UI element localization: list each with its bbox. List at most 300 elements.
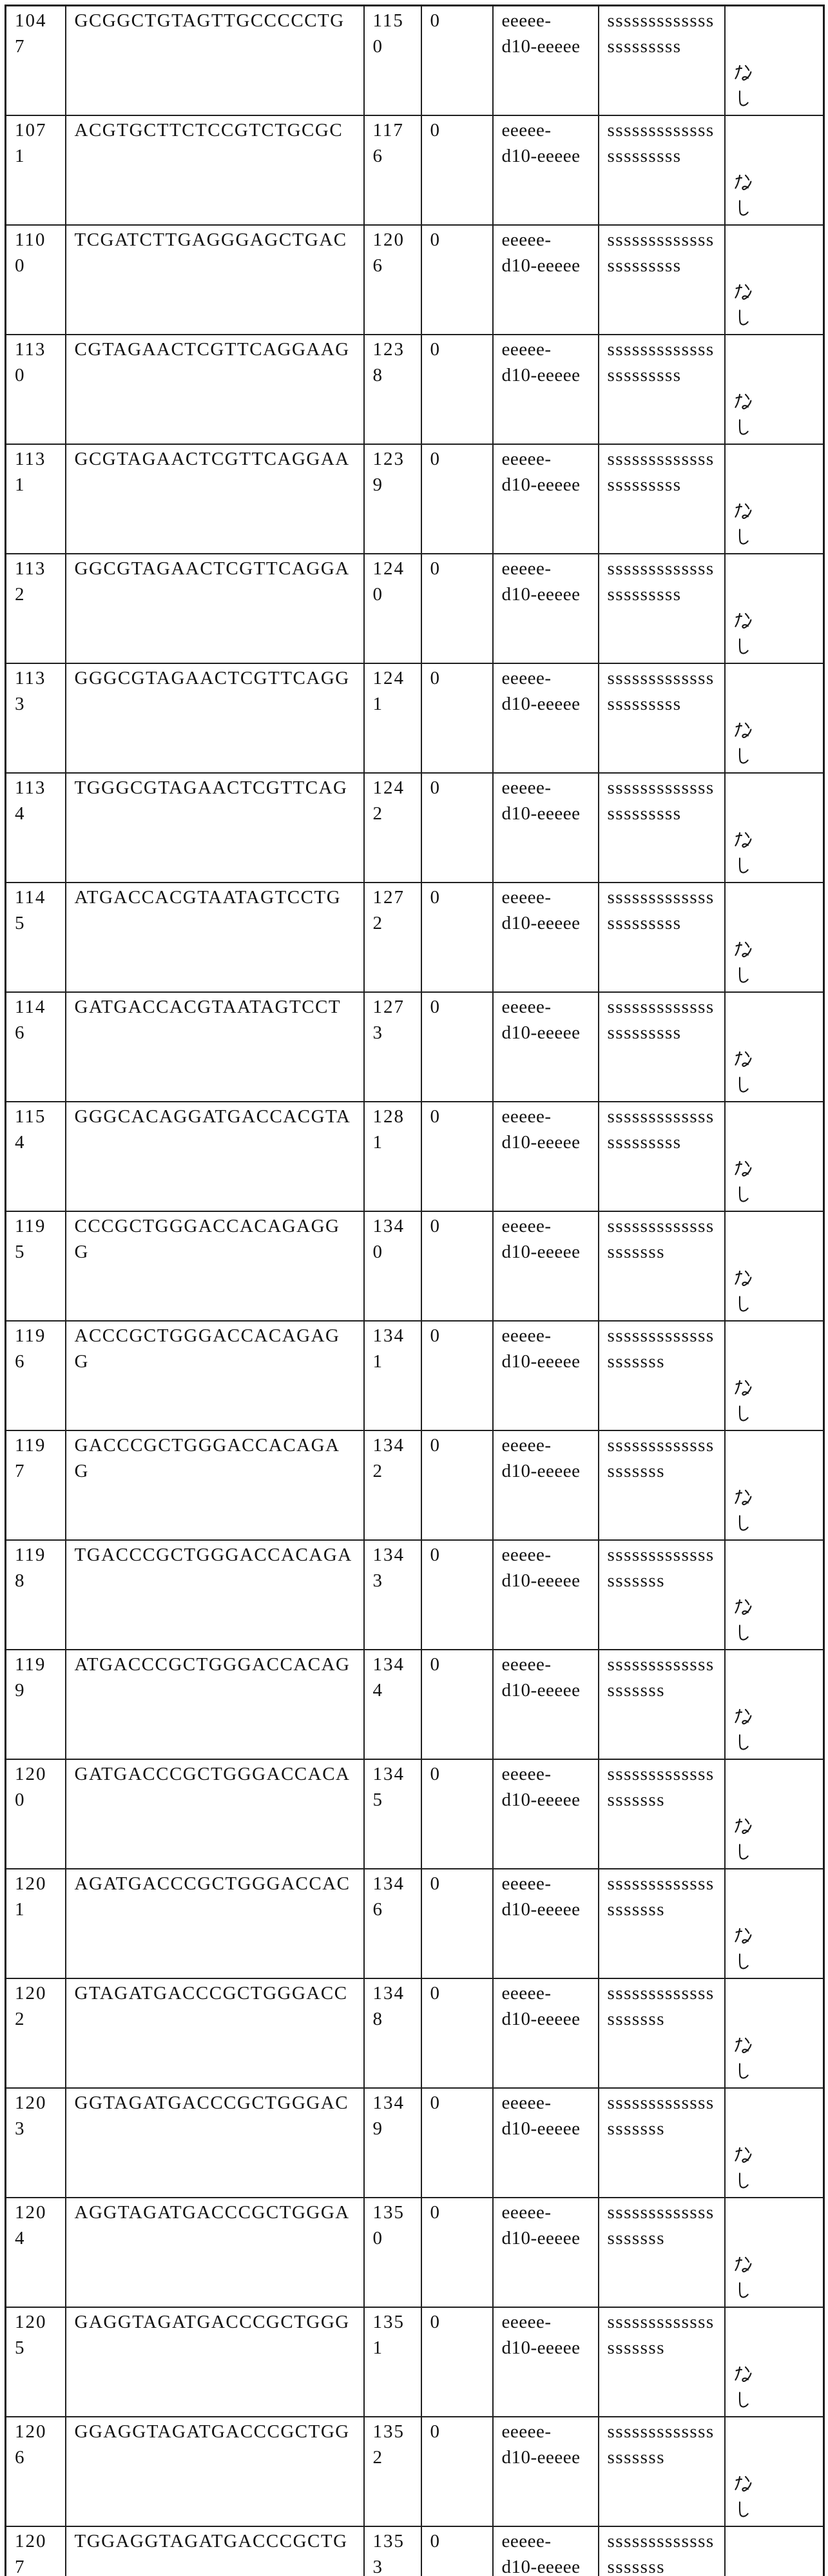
ref-number-value: 134 1 bbox=[372, 1325, 405, 1372]
cell-ref-number bbox=[364, 2417, 421, 2526]
chemistry-pattern-value: eeeee- d10-eeeee bbox=[501, 2312, 581, 2358]
linkage-string-value: sssssssssssss sssssssss bbox=[607, 777, 715, 824]
chemistry-pattern-value: eeeee- d10-eeeee bbox=[501, 997, 581, 1043]
sequence-value: GGGCACAGGATGACCACGTA bbox=[74, 1106, 351, 1127]
table-row bbox=[6, 1759, 824, 1869]
table-row bbox=[6, 1650, 824, 1759]
hiragana-shi-glyph bbox=[734, 746, 753, 767]
seq-id-value: 104 7 bbox=[15, 10, 47, 57]
table-row bbox=[6, 335, 824, 444]
sequence-value: CCCGCTGGGACCACAGAGG G bbox=[74, 1216, 340, 1262]
hiragana-na-glyph bbox=[734, 502, 753, 522]
cell-linkage-string bbox=[599, 1540, 725, 1650]
ref-number-value: 134 5 bbox=[372, 1764, 405, 1810]
cell-zero-value bbox=[421, 554, 493, 663]
seq-id-value: 119 8 bbox=[15, 1545, 46, 1591]
zero-value: 0 bbox=[430, 1983, 440, 2004]
cell-seq-id bbox=[6, 2417, 66, 2526]
hiragana-shi-glyph bbox=[734, 1952, 753, 1973]
hiragana-shi-glyph bbox=[734, 89, 753, 110]
cell-linkage-string bbox=[599, 1102, 725, 1211]
cell-linkage-string bbox=[599, 1211, 725, 1321]
hiragana-na-glyph bbox=[734, 392, 753, 413]
hiragana-shi-glyph bbox=[734, 1514, 753, 1534]
chemistry-pattern-value: eeeee- d10-eeeee bbox=[501, 10, 581, 57]
cell-zero-value bbox=[421, 2526, 493, 2576]
ref-number-value: 134 6 bbox=[372, 1873, 405, 1920]
hiragana-shi-glyph bbox=[734, 1623, 753, 1644]
zero-value: 0 bbox=[430, 997, 440, 1017]
seq-id-value: 120 4 bbox=[15, 2202, 47, 2249]
cell-linkage-string bbox=[599, 1978, 725, 2088]
sequence-value: GATGACCACGTAATAGTCCT bbox=[74, 997, 342, 1017]
cell-ref-number bbox=[364, 6, 421, 116]
cell-seq-id bbox=[6, 2088, 66, 2198]
sequence-value: GCGTAGAACTCGTTCAGGAA bbox=[74, 449, 350, 469]
chemistry-pattern-value: eeeee- d10-eeeee bbox=[501, 2531, 581, 2576]
cell-note bbox=[725, 773, 824, 883]
cell-seq-id bbox=[6, 1759, 66, 1869]
table-row bbox=[6, 2417, 824, 2526]
zero-value: 0 bbox=[430, 1654, 440, 1675]
cell-sequence bbox=[66, 1321, 364, 1430]
hiragana-na-glyph bbox=[734, 173, 753, 193]
hiragana-shi-glyph bbox=[734, 2500, 753, 2521]
chemistry-pattern-value: eeeee- d10-eeeee bbox=[501, 777, 581, 824]
cell-ref-number bbox=[364, 663, 421, 773]
cell-sequence bbox=[66, 225, 364, 335]
cell-linkage-string bbox=[599, 225, 725, 335]
seq-id-value: 115 4 bbox=[15, 1106, 46, 1153]
ref-number-value: 115 0 bbox=[372, 10, 404, 57]
cell-seq-id bbox=[6, 992, 66, 1102]
cell-linkage-string bbox=[599, 2307, 725, 2417]
linkage-string-value: sssssssssssss sssssss bbox=[607, 1545, 715, 1591]
cell-linkage-string bbox=[599, 1869, 725, 1978]
zero-value: 0 bbox=[430, 120, 440, 141]
ref-number-value: 135 1 bbox=[372, 2312, 405, 2358]
sequence-value: TGACCCGCTGGGACCACAGA bbox=[74, 1545, 352, 1565]
cell-ref-number bbox=[364, 2198, 421, 2307]
hiragana-na-glyph bbox=[734, 1378, 753, 1399]
ref-number-value: 120 6 bbox=[372, 229, 405, 276]
hiragana-shi-glyph bbox=[734, 418, 753, 438]
zero-value: 0 bbox=[430, 1106, 440, 1127]
linkage-string-value: sssssssssssss sssssss bbox=[607, 2421, 715, 2468]
linkage-string-value: sssssssssssss sssssss bbox=[607, 1764, 715, 1810]
cell-note bbox=[725, 2417, 824, 2526]
linkage-string-value: sssssssssssss sssssss bbox=[607, 2093, 715, 2139]
cell-sequence bbox=[66, 1650, 364, 1759]
hiragana-na-glyph bbox=[734, 2145, 753, 2166]
table-row bbox=[6, 2088, 824, 2198]
cell-seq-id bbox=[6, 2526, 66, 2576]
cell-linkage-string bbox=[599, 883, 725, 992]
cell-linkage-string bbox=[599, 663, 725, 773]
cell-note bbox=[725, 2198, 824, 2307]
hiragana-na-glyph bbox=[734, 282, 753, 303]
ref-number-value: 135 3 bbox=[372, 2531, 405, 2576]
seq-id-value: 113 0 bbox=[15, 339, 46, 385]
cell-zero-value bbox=[421, 2088, 493, 2198]
cell-seq-id bbox=[6, 663, 66, 773]
seq-id-value: 120 6 bbox=[15, 2421, 47, 2468]
cell-zero-value bbox=[421, 773, 493, 883]
cell-sequence bbox=[66, 1978, 364, 2088]
cell-seq-id bbox=[6, 2307, 66, 2417]
ref-number-value: 124 0 bbox=[372, 558, 405, 605]
linkage-string-value: sssssssssssss sssssssss bbox=[607, 558, 715, 605]
cell-sequence bbox=[66, 1540, 364, 1650]
cell-seq-id bbox=[6, 225, 66, 335]
table-row bbox=[6, 115, 824, 225]
cell-zero-value bbox=[421, 663, 493, 773]
sequence-value: ACCCGCTGGGACCACAGAG G bbox=[74, 1325, 340, 1372]
seq-id-value: 120 3 bbox=[15, 2093, 47, 2139]
cell-zero-value bbox=[421, 444, 493, 554]
cell-sequence bbox=[66, 115, 364, 225]
cell-chemistry-pattern bbox=[493, 1102, 599, 1211]
sequence-value: GAGGTAGATGACCCGCTGGG bbox=[74, 2312, 350, 2332]
sequence-value: CGTAGAACTCGTTCAGGAAG bbox=[74, 339, 350, 360]
linkage-string-value: sssssssssssss sssssss bbox=[607, 1216, 715, 1262]
ref-number-value: 134 9 bbox=[372, 2093, 405, 2139]
cell-linkage-string bbox=[599, 115, 725, 225]
cell-sequence bbox=[66, 2526, 364, 2576]
zero-value: 0 bbox=[430, 229, 440, 250]
ref-number-value: 135 0 bbox=[372, 2202, 405, 2249]
cell-zero-value bbox=[421, 1321, 493, 1430]
seq-id-value: 113 1 bbox=[15, 449, 46, 495]
table-row bbox=[6, 225, 824, 335]
hiragana-na-glyph bbox=[734, 611, 753, 632]
cell-ref-number bbox=[364, 992, 421, 1102]
cell-zero-value bbox=[421, 115, 493, 225]
cell-ref-number bbox=[364, 883, 421, 992]
chemistry-pattern-value: eeeee- d10-eeeee bbox=[501, 1435, 581, 1481]
linkage-string-value: sssssssssssss sssssss bbox=[607, 1654, 715, 1701]
table-row bbox=[6, 444, 824, 554]
table-row bbox=[6, 6, 824, 116]
cell-chemistry-pattern bbox=[493, 1321, 599, 1430]
chemistry-pattern-value: eeeee- d10-eeeee bbox=[501, 120, 581, 166]
zero-value: 0 bbox=[430, 2421, 440, 2442]
cell-chemistry-pattern bbox=[493, 444, 599, 554]
seq-id-value: 120 0 bbox=[15, 1764, 47, 1810]
cell-linkage-string bbox=[599, 2417, 725, 2526]
cell-chemistry-pattern bbox=[493, 2526, 599, 2576]
cell-linkage-string bbox=[599, 335, 725, 444]
zero-value: 0 bbox=[430, 2531, 440, 2552]
chemistry-pattern-value: eeeee- d10-eeeee bbox=[501, 1106, 581, 1153]
seq-id-value: 120 1 bbox=[15, 1873, 47, 1920]
seq-id-value: 110 0 bbox=[15, 229, 46, 276]
cell-note bbox=[725, 1650, 824, 1759]
cell-sequence bbox=[66, 6, 364, 116]
sequence-value: GGCGTAGAACTCGTTCAGGA bbox=[74, 558, 350, 579]
cell-seq-id bbox=[6, 1869, 66, 1978]
chemistry-pattern-value: eeeee- d10-eeeee bbox=[501, 1764, 581, 1810]
cell-note bbox=[725, 663, 824, 773]
cell-linkage-string bbox=[599, 6, 725, 116]
cell-note bbox=[725, 225, 824, 335]
cell-seq-id bbox=[6, 2198, 66, 2307]
cell-zero-value bbox=[421, 335, 493, 444]
hiragana-na-glyph bbox=[734, 1707, 753, 1728]
hiragana-shi-glyph bbox=[734, 2062, 753, 2082]
cell-chemistry-pattern bbox=[493, 115, 599, 225]
zero-value: 0 bbox=[430, 2202, 440, 2223]
cell-chemistry-pattern bbox=[493, 6, 599, 116]
ref-number-value: 128 1 bbox=[372, 1106, 405, 1153]
hiragana-na-glyph bbox=[734, 2365, 753, 2385]
cell-sequence bbox=[66, 1759, 364, 1869]
cell-chemistry-pattern bbox=[493, 1211, 599, 1321]
linkage-string-value: sssssssssssss sssssssss bbox=[607, 449, 715, 495]
cell-note bbox=[725, 1102, 824, 1211]
cell-chemistry-pattern bbox=[493, 883, 599, 992]
cell-chemistry-pattern bbox=[493, 992, 599, 1102]
hiragana-shi-glyph bbox=[734, 308, 753, 329]
hiragana-na-glyph bbox=[734, 830, 753, 851]
zero-value: 0 bbox=[430, 10, 440, 31]
seq-id-value: 120 5 bbox=[15, 2312, 47, 2358]
cell-ref-number bbox=[364, 2526, 421, 2576]
cell-note bbox=[725, 1211, 824, 1321]
cell-note bbox=[725, 2088, 824, 2198]
cell-note bbox=[725, 2526, 824, 2576]
chemistry-pattern-value: eeeee- d10-eeeee bbox=[501, 449, 581, 495]
zero-value: 0 bbox=[430, 1545, 440, 1565]
cell-chemistry-pattern bbox=[493, 1430, 599, 1540]
cell-zero-value bbox=[421, 883, 493, 992]
cell-sequence bbox=[66, 2307, 364, 2417]
cell-ref-number bbox=[364, 1650, 421, 1759]
ref-number-value: 135 2 bbox=[372, 2421, 405, 2468]
seq-id-value: 119 6 bbox=[15, 1325, 46, 1372]
table-row bbox=[6, 2526, 824, 2576]
table-row bbox=[6, 883, 824, 992]
cell-seq-id bbox=[6, 883, 66, 992]
hiragana-shi-glyph bbox=[734, 1733, 753, 1753]
cell-zero-value bbox=[421, 2307, 493, 2417]
hiragana-na-glyph bbox=[734, 1049, 753, 1070]
seq-id-value: 120 2 bbox=[15, 1983, 47, 2029]
hiragana-shi-glyph bbox=[734, 1294, 753, 1315]
cell-ref-number bbox=[364, 444, 421, 554]
zero-value: 0 bbox=[430, 339, 440, 360]
cell-chemistry-pattern bbox=[493, 554, 599, 663]
sequence-value: TGGAGGTAGATGACCCGCTG bbox=[74, 2531, 348, 2552]
sequence-value: AGATGACCCGCTGGGACCAC bbox=[74, 1873, 351, 1894]
hiragana-shi-glyph bbox=[734, 1404, 753, 1425]
cell-linkage-string bbox=[599, 1321, 725, 1430]
hiragana-shi-glyph bbox=[734, 637, 753, 658]
chemistry-pattern-value: eeeee- d10-eeeee bbox=[501, 1216, 581, 1262]
hiragana-na-glyph bbox=[734, 1159, 753, 1180]
cell-note bbox=[725, 1978, 824, 2088]
cell-seq-id bbox=[6, 1430, 66, 1540]
cell-seq-id bbox=[6, 1102, 66, 1211]
cell-chemistry-pattern bbox=[493, 1650, 599, 1759]
linkage-string-value: sssssssssssss sssssss bbox=[607, 2202, 715, 2249]
linkage-string-value: sssssssssssss sssssss bbox=[607, 1325, 715, 1372]
hiragana-na-glyph bbox=[734, 63, 753, 84]
cell-seq-id bbox=[6, 1211, 66, 1321]
sequence-value: AGGTAGATGACCCGCTGGGA bbox=[74, 2202, 350, 2223]
sequence-value: GATGACCCGCTGGGACCACA bbox=[74, 1764, 351, 1784]
linkage-string-value: sssssssssssss sssssss bbox=[607, 1435, 715, 1481]
hiragana-na-glyph bbox=[734, 2255, 753, 2276]
table-row bbox=[6, 663, 824, 773]
linkage-string-value: sssssssssssss sssssssss bbox=[607, 668, 715, 714]
cell-seq-id bbox=[6, 115, 66, 225]
hiragana-na-glyph bbox=[734, 721, 753, 741]
zero-value: 0 bbox=[430, 558, 440, 579]
cell-seq-id bbox=[6, 335, 66, 444]
linkage-string-value: sssssssssssss sssssssss bbox=[607, 997, 715, 1043]
hiragana-na-glyph bbox=[734, 1597, 753, 1618]
table-row bbox=[6, 2307, 824, 2417]
hiragana-shi-glyph bbox=[734, 2281, 753, 2301]
ref-number-value: 134 4 bbox=[372, 1654, 405, 1701]
cell-chemistry-pattern bbox=[493, 225, 599, 335]
seq-id-value: 120 7 bbox=[15, 2531, 47, 2576]
seq-id-value: 113 4 bbox=[15, 777, 46, 824]
cell-linkage-string bbox=[599, 444, 725, 554]
table-row bbox=[6, 1321, 824, 1430]
chemistry-pattern-value: eeeee- d10-eeeee bbox=[501, 887, 581, 933]
cell-ref-number bbox=[364, 1430, 421, 1540]
cell-note bbox=[725, 883, 824, 992]
zero-value: 0 bbox=[430, 449, 440, 469]
table-row bbox=[6, 2198, 824, 2307]
cell-linkage-string bbox=[599, 2088, 725, 2198]
cell-zero-value bbox=[421, 1430, 493, 1540]
cell-ref-number bbox=[364, 2088, 421, 2198]
ref-number-value: 134 2 bbox=[372, 1435, 405, 1481]
linkage-string-value: sssssssssssss sssssss bbox=[607, 2531, 715, 2576]
hiragana-shi-glyph bbox=[734, 2171, 753, 2192]
seq-id-value: 119 7 bbox=[15, 1435, 46, 1481]
cell-ref-number bbox=[364, 1102, 421, 1211]
seq-id-value: 107 1 bbox=[15, 120, 47, 166]
cell-zero-value bbox=[421, 1650, 493, 1759]
cell-linkage-string bbox=[599, 2198, 725, 2307]
hiragana-shi-glyph bbox=[734, 966, 753, 986]
table-row bbox=[6, 1869, 824, 1978]
cell-linkage-string bbox=[599, 773, 725, 883]
cell-zero-value bbox=[421, 1540, 493, 1650]
cell-seq-id bbox=[6, 554, 66, 663]
chemistry-pattern-value: eeeee- d10-eeeee bbox=[501, 1654, 581, 1701]
cell-zero-value bbox=[421, 1978, 493, 2088]
seq-id-value: 113 2 bbox=[15, 558, 46, 605]
cell-sequence bbox=[66, 1102, 364, 1211]
oligonucleotide-sequence-table bbox=[5, 5, 825, 2576]
cell-sequence bbox=[66, 663, 364, 773]
hiragana-na-glyph bbox=[734, 2474, 753, 2495]
cell-zero-value bbox=[421, 1211, 493, 1321]
cell-sequence bbox=[66, 2198, 364, 2307]
cell-note bbox=[725, 1540, 824, 1650]
cell-chemistry-pattern bbox=[493, 1759, 599, 1869]
linkage-string-value: sssssssssssss sssssss bbox=[607, 1983, 715, 2029]
cell-linkage-string bbox=[599, 2526, 725, 2576]
table-row bbox=[6, 773, 824, 883]
cell-zero-value bbox=[421, 2417, 493, 2526]
sequence-value: TCGATCTTGAGGGAGCTGAC bbox=[74, 229, 347, 250]
hiragana-na-glyph bbox=[734, 940, 753, 961]
cell-note bbox=[725, 1430, 824, 1540]
sequence-value: GTAGATGACCCGCTGGGACC bbox=[74, 1983, 348, 2004]
hiragana-na-glyph bbox=[734, 1488, 753, 1508]
zero-value: 0 bbox=[430, 777, 440, 798]
table-row bbox=[6, 1102, 824, 1211]
sequence-value: GACCCGCTGGGACCACAGA G bbox=[74, 1435, 340, 1481]
sequence-value: GGAGGTAGATGACCCGCTGG bbox=[74, 2421, 350, 2442]
cell-note bbox=[725, 444, 824, 554]
table-row bbox=[6, 1978, 824, 2088]
cell-note bbox=[725, 115, 824, 225]
chemistry-pattern-value: eeeee- d10-eeeee bbox=[501, 2093, 581, 2139]
cell-linkage-string bbox=[599, 992, 725, 1102]
chemistry-pattern-value: eeeee- d10-eeeee bbox=[501, 558, 581, 605]
chemistry-pattern-value: eeeee- d10-eeeee bbox=[501, 339, 581, 385]
table-row bbox=[6, 1430, 824, 1540]
cell-zero-value bbox=[421, 1759, 493, 1869]
chemistry-pattern-value: eeeee- d10-eeeee bbox=[501, 1983, 581, 2029]
seq-id-value: 119 9 bbox=[15, 1654, 46, 1701]
cell-sequence bbox=[66, 1211, 364, 1321]
cell-sequence bbox=[66, 1430, 364, 1540]
linkage-string-value: sssssssssssss sssssss bbox=[607, 2312, 715, 2358]
linkage-string-value: sssssssssssss sssssssss bbox=[607, 887, 715, 933]
linkage-string-value: sssssssssssss sssssssss bbox=[607, 339, 715, 385]
linkage-string-value: sssssssssssss sssssssss bbox=[607, 229, 715, 276]
cell-zero-value bbox=[421, 992, 493, 1102]
hiragana-na-glyph bbox=[734, 2036, 753, 2056]
hiragana-shi-glyph bbox=[734, 1075, 753, 1096]
cell-seq-id bbox=[6, 1978, 66, 2088]
chemistry-pattern-value: eeeee- d10-eeeee bbox=[501, 668, 581, 714]
cell-seq-id bbox=[6, 773, 66, 883]
cell-ref-number bbox=[364, 1211, 421, 1321]
cell-sequence bbox=[66, 335, 364, 444]
cell-sequence bbox=[66, 992, 364, 1102]
zero-value: 0 bbox=[430, 2093, 440, 2113]
ref-number-value: 134 0 bbox=[372, 1216, 405, 1262]
cell-sequence bbox=[66, 444, 364, 554]
cell-ref-number bbox=[364, 1869, 421, 1978]
cell-chemistry-pattern bbox=[493, 773, 599, 883]
cell-chemistry-pattern bbox=[493, 2417, 599, 2526]
cell-seq-id bbox=[6, 1650, 66, 1759]
cell-seq-id bbox=[6, 6, 66, 116]
zero-value: 0 bbox=[430, 1216, 440, 1236]
cell-ref-number bbox=[364, 1321, 421, 1430]
cell-zero-value bbox=[421, 2198, 493, 2307]
cell-zero-value bbox=[421, 1869, 493, 1978]
hiragana-na-glyph bbox=[734, 1269, 753, 1289]
cell-chemistry-pattern bbox=[493, 2198, 599, 2307]
ref-number-value: 117 6 bbox=[372, 120, 404, 166]
sequence-value: GGTAGATGACCCGCTGGGAC bbox=[74, 2093, 349, 2113]
ref-number-value: 127 3 bbox=[372, 997, 405, 1043]
linkage-string-value: sssssssssssss sssssss bbox=[607, 1873, 715, 1920]
cell-sequence bbox=[66, 1869, 364, 1978]
cell-note bbox=[725, 2307, 824, 2417]
